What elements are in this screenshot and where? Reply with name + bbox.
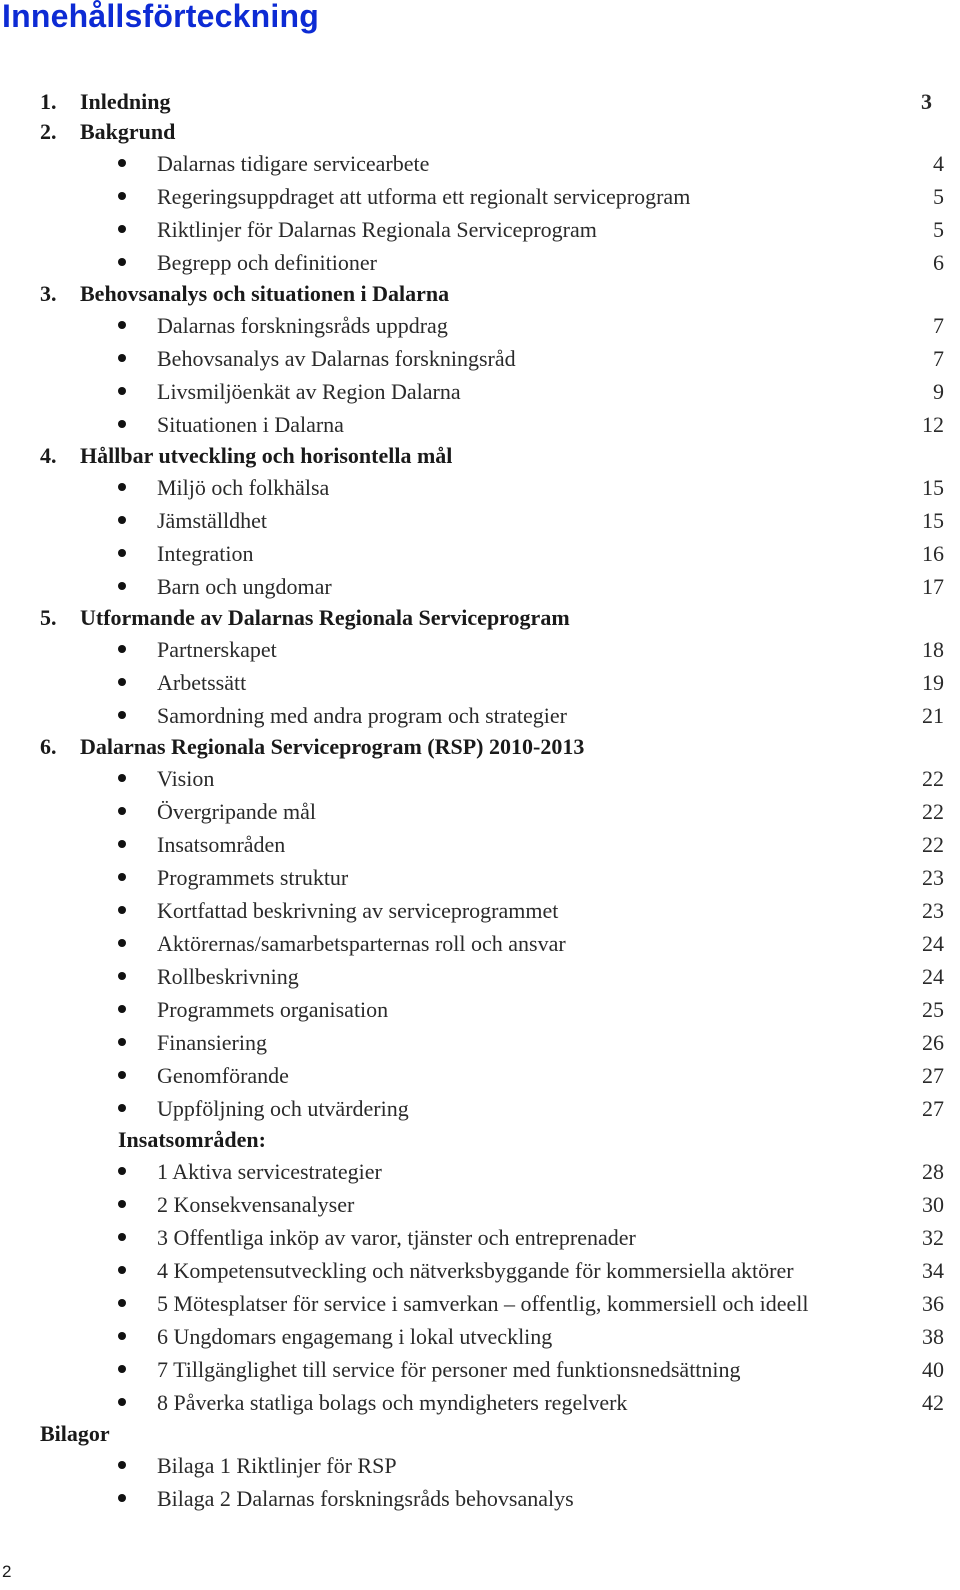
toc-entry[interactable] (0, 1320, 960, 1353)
entry-title: Vision (157, 766, 215, 791)
bilagor-heading (0, 1419, 960, 1449)
toc-entry[interactable] (0, 960, 960, 993)
toc-entry[interactable] (0, 342, 960, 375)
entry-title: Uppföljning och utvärdering (157, 1096, 409, 1121)
page-ref: 32 (922, 1225, 944, 1250)
page-ref: 18 (922, 637, 944, 662)
page-ref: 16 (922, 541, 944, 566)
table-of-contents (0, 87, 960, 1515)
toc-entry[interactable] (0, 309, 960, 342)
section-title: Utformande av Dalarnas Regionala Serviceprogram (80, 605, 570, 630)
entry-title: 3 Offentliga inköp av varor, tjänster och entreprenader (157, 1225, 636, 1250)
bullet-icon (118, 1461, 126, 1469)
bullet-icon (118, 354, 126, 362)
page-ref: 28 (922, 1159, 944, 1184)
page-ref: 24 (922, 931, 944, 956)
bullet-icon (118, 1299, 126, 1307)
bullet-icon (118, 1038, 126, 1046)
insats-heading (0, 1125, 960, 1155)
bullet-icon (118, 420, 126, 428)
page-ref: 21 (922, 703, 944, 728)
page-ref: 3 (921, 89, 932, 114)
page-ref: 19 (922, 670, 944, 695)
page-ref: 22 (922, 832, 944, 857)
page-number: 2 (2, 1562, 12, 1581)
bullet-icon (118, 1365, 126, 1373)
toc-entry[interactable] (0, 795, 960, 828)
page-ref: 36 (922, 1291, 944, 1316)
section-number: 6. (40, 734, 57, 759)
entry-title: Aktörernas/samarbetsparternas roll och ansvar (157, 931, 566, 956)
toc-section-heading[interactable] (0, 603, 960, 633)
toc-entry[interactable] (0, 1449, 960, 1482)
page-ref: 27 (922, 1063, 944, 1088)
toc-entry[interactable] (0, 993, 960, 1026)
toc-entry[interactable] (0, 1287, 960, 1320)
toc-entry[interactable] (0, 699, 960, 732)
bullet-icon (118, 645, 126, 653)
toc-entry[interactable] (0, 633, 960, 666)
toc-entry[interactable] (0, 828, 960, 861)
entry-title: 8 Påverka statliga bolags och myndigheters regelverk (157, 1390, 628, 1415)
bullet-icon (118, 1200, 126, 1208)
bullet-icon (118, 1071, 126, 1079)
bullet-icon (118, 711, 126, 719)
entry-title: Dalarnas tidigare servicearbete (157, 151, 430, 176)
page-ref: 22 (922, 799, 944, 824)
toc-entry[interactable] (0, 1254, 960, 1287)
bullet-icon (118, 1398, 126, 1406)
entry-title: Begrepp och definitioner (157, 250, 377, 275)
entry-title: Finansiering (157, 1030, 267, 1055)
bullet-icon (118, 483, 126, 491)
section-number: 1. (40, 89, 57, 114)
bullet-icon (118, 1494, 126, 1502)
entry-title: Situationen i Dalarna (157, 412, 344, 437)
toc-entry[interactable] (0, 861, 960, 894)
entry-title: Övergripande mål (157, 799, 317, 824)
entry-title: Riktlinjer för Dalarnas Regionala Serviceprogram (157, 217, 597, 242)
page-ref: 5 (933, 217, 944, 242)
bullet-icon (118, 1005, 126, 1013)
toc-entry[interactable] (0, 1386, 960, 1419)
page-ref: 22 (922, 766, 944, 791)
page-ref: 12 (922, 412, 944, 437)
bullet-icon (118, 258, 126, 266)
section-number: 3. (40, 281, 57, 306)
entry-title: Livsmiljöenkät av Region Dalarna (157, 379, 461, 404)
toc-entry[interactable] (0, 927, 960, 960)
page-ref: 23 (922, 898, 944, 923)
toc-section-heading[interactable] (0, 279, 960, 309)
entry-title: 1 Aktiva servicestrategier (157, 1159, 382, 1184)
toc-entry[interactable] (0, 504, 960, 537)
entry-title: Samordning med andra program och strategier (157, 703, 567, 728)
entry-title: Bilaga 1 Riktlinjer för RSP (157, 1453, 397, 1478)
page-ref: 40 (922, 1357, 944, 1382)
entry-title: Kortfattad beskrivning av serviceprogrammet (157, 898, 559, 923)
toc-entry[interactable] (0, 1092, 960, 1125)
bilagor-heading-label: Bilagor (40, 1421, 110, 1446)
page-ref: 17 (922, 574, 944, 599)
toc-entry[interactable] (0, 471, 960, 504)
toc-section-heading[interactable] (0, 87, 960, 117)
toc-entry[interactable] (0, 375, 960, 408)
page-ref: 7 (933, 346, 944, 371)
bullet-icon (118, 906, 126, 914)
bullet-icon (118, 1266, 126, 1274)
entry-title: 7 Tillgänglighet till service för personer med funktionsnedsättning (157, 1357, 741, 1382)
bullet-icon (118, 192, 126, 200)
page-ref: 30 (922, 1192, 944, 1217)
toc-entry[interactable] (0, 1482, 960, 1515)
entry-title: Dalarnas forskningsråds uppdrag (157, 313, 448, 338)
bullet-icon (118, 549, 126, 557)
bullet-icon (118, 774, 126, 782)
entry-title: Miljö och folkhälsa (157, 475, 330, 500)
entry-title: Genomförande (157, 1063, 289, 1088)
section-number: 5. (40, 605, 57, 630)
entry-title: Insatsområden (157, 832, 286, 857)
entry-title: 5 Mötesplatser för service i samverkan – offentlig, kommersiell och ideell (157, 1291, 809, 1316)
bullet-icon (118, 873, 126, 881)
page-ref: 15 (922, 508, 944, 533)
entry-title: Barn och ungdomar (157, 574, 332, 599)
entry-title: Bilaga 2 Dalarnas forskningsråds behovsanalys (157, 1486, 574, 1511)
page-ref: 34 (922, 1258, 944, 1283)
page-ref: 38 (922, 1324, 944, 1349)
bullet-icon (118, 807, 126, 815)
page-ref: 26 (922, 1030, 944, 1055)
bullet-icon (118, 387, 126, 395)
toc-entry[interactable] (0, 1155, 960, 1188)
toc-entry[interactable] (0, 408, 960, 441)
entry-title: Regeringsuppdraget att utforma ett regionalt serviceprogram (157, 184, 691, 209)
toc-entry[interactable] (0, 762, 960, 795)
bullet-icon (118, 1332, 126, 1340)
toc-entry[interactable] (0, 1353, 960, 1386)
section-title: Hållbar utveckling och horisontella mål (80, 443, 453, 468)
page-ref: 15 (922, 475, 944, 500)
bullet-icon (118, 840, 126, 848)
section-title: Behovsanalys och situationen i Dalarna (80, 281, 450, 306)
entry-title: Programmets struktur (157, 865, 349, 890)
toc-entry[interactable] (0, 1026, 960, 1059)
entry-title: Jämställdhet (157, 508, 267, 533)
toc-entry[interactable] (0, 570, 960, 603)
toc-entry[interactable] (0, 1221, 960, 1254)
toc-entry[interactable] (0, 213, 960, 246)
page-ref: 9 (933, 379, 944, 404)
entry-title: Rollbeskrivning (157, 964, 299, 989)
page-ref: 23 (922, 865, 944, 890)
page-ref: 5 (933, 184, 944, 209)
bullet-icon (118, 1233, 126, 1241)
page-ref: 4 (933, 151, 944, 176)
toc-entry[interactable] (0, 1188, 960, 1221)
entry-title: Partnerskapet (157, 637, 277, 662)
toc-section-heading[interactable] (0, 441, 960, 471)
toc-entry[interactable] (0, 147, 960, 180)
section-number: 2. (40, 119, 57, 144)
bullet-icon (118, 321, 126, 329)
entry-title: Behovsanalys av Dalarnas forskningsråd (157, 346, 516, 371)
page-ref: 7 (933, 313, 944, 338)
bullet-icon (118, 582, 126, 590)
entry-title: 6 Ungdomars engagemang i lokal utveckling (157, 1324, 553, 1349)
toc-section-heading[interactable] (0, 732, 960, 762)
page-ref: 6 (933, 250, 944, 275)
section-number: 4. (40, 443, 57, 468)
page-ref: 24 (922, 964, 944, 989)
page-ref: 42 (922, 1390, 944, 1415)
toc-entry[interactable] (0, 180, 960, 213)
bullet-icon (118, 972, 126, 980)
page-ref: 27 (922, 1096, 944, 1121)
toc-entry[interactable] (0, 1059, 960, 1092)
toc-entry[interactable] (0, 246, 960, 279)
entry-title: Programmets organisation (157, 997, 389, 1022)
insats-heading-label: Insatsområden: (118, 1127, 266, 1152)
section-title: Inledning (80, 89, 171, 114)
bullet-icon (118, 678, 126, 686)
page-ref: 25 (922, 997, 944, 1022)
bullet-icon (118, 939, 126, 947)
bullet-icon (118, 1104, 126, 1112)
section-title: Dalarnas Regionala Serviceprogram (RSP) 2010-2013 (80, 734, 585, 759)
entry-title: Integration (157, 541, 254, 566)
toc-entry[interactable] (0, 666, 960, 699)
toc-entry[interactable] (0, 537, 960, 570)
bullet-icon (118, 1167, 126, 1175)
entry-title: 4 Kompetensutveckling och nätverksbyggande för kommersiella aktörer (157, 1258, 794, 1283)
bullet-icon (118, 225, 126, 233)
toc-section-heading[interactable] (0, 117, 960, 147)
section-title: Bakgrund (80, 119, 176, 144)
toc-entry[interactable] (0, 894, 960, 927)
bullet-icon (118, 516, 126, 524)
page-title: Innehållsförteckning (2, 0, 319, 34)
entry-title: Arbetssätt (157, 670, 247, 695)
entry-title: 2 Konsekvensanalyser (157, 1192, 355, 1217)
bullet-icon (118, 159, 126, 167)
